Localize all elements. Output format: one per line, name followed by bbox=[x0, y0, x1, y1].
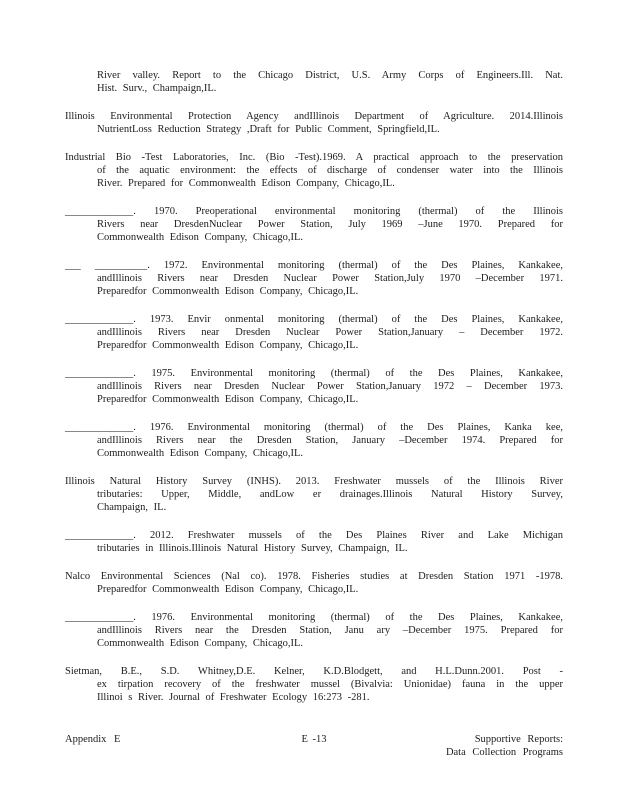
reference-line: Nalco Environmental Sciences (Nal co). 1978. Fisheries studies at Dresden Station 1971 -1978. bbox=[65, 571, 563, 582]
reference-entry bbox=[65, 69, 563, 95]
reference-entry bbox=[65, 205, 563, 244]
reference-line: andIllinois Rivers near Dresden Nuclear Power Station,July 1970 –December 1971. bbox=[97, 273, 563, 284]
reference-entry bbox=[65, 611, 563, 650]
reference-entry bbox=[65, 367, 563, 406]
reference-line: _____________. 1973. Envir onmental monitoring (thermal) of the Des Plaines, Kankakee, bbox=[65, 314, 563, 325]
reference-line: _____________. 1976. Environmental monitoring (thermal) of the Des Plaines, Kanka kee, bbox=[65, 422, 563, 433]
reference-line: _____________. 1975. Environmental monitoring (thermal) of the Des Plaines, Kankakee, bbox=[65, 368, 563, 379]
reference-line: Industrial Bio -Test Laboratories, Inc. (Bio -Test).1969. A practical approach to the preservation bbox=[65, 152, 563, 163]
footer-report-title-line2: Data Collection Programs bbox=[445, 747, 563, 758]
reference-line: _____________. 1976. Environmental monitoring (thermal) of the Des Plaines, Kankakee, bbox=[65, 612, 563, 623]
reference-line: _____________. 2012. Freshwater mussels of the Des Plaines River and Lake Michigan bbox=[65, 530, 563, 541]
reference-line: NutrientLoss Reduction Strategy ,Draft for Public Comment, Springfield,IL. bbox=[97, 124, 440, 135]
reference-entry bbox=[65, 529, 563, 555]
reference-entry bbox=[65, 259, 563, 298]
reference-line: Hist. Surv., Champaign,IL. bbox=[97, 83, 217, 94]
reference-line: tributaries in Illinois.Illinois Natural History Survey, Champaign, IL. bbox=[97, 543, 408, 554]
reference-line: andIllinois Rivers near the Dresden Station, Janu ary –December 1975. Prepared for bbox=[97, 625, 563, 636]
reference-entry bbox=[65, 421, 563, 460]
reference-line: Preparedfor Commonwealth Edison Company, Chicago,IL. bbox=[97, 286, 359, 297]
reference-line: ___ __________. 1972. Environmental monitoring (thermal) of the Des Plaines, Kankakee, bbox=[65, 260, 563, 271]
reference-line: andIllinois Rivers near Dresden Nuclear Power Station,January – December 1972. bbox=[97, 327, 563, 338]
reference-line: Illinois Natural History Survey (INHS). 2013. Freshwater mussels of the Illinois River bbox=[65, 476, 563, 487]
reference-entry bbox=[65, 665, 563, 704]
references-list bbox=[65, 69, 563, 719]
reference-entry bbox=[65, 570, 563, 596]
footer-page-number: E -13 bbox=[301, 734, 327, 745]
reference-line: River valley. Report to the Chicago District, U.S. Army Corps of Engineers.Ill. Nat. bbox=[97, 70, 563, 81]
reference-entry bbox=[65, 475, 563, 514]
reference-entry bbox=[65, 110, 563, 136]
footer-report-title-line1: Supportive Reports: bbox=[474, 734, 563, 745]
reference-line: tributaries: Upper, Middle, andLow er drainages.Illinois Natural History Survey, bbox=[97, 489, 563, 500]
reference-line: Sietman, B.E., S.D. Whitney,D.E. Kelner, K.D.Blodgett, and H.L.Dunn.2001. Post - bbox=[65, 666, 563, 677]
reference-line: Illinois Environmental Protection Agency andIllinois Department of Agriculture. 2014.Illinois bbox=[65, 111, 563, 122]
reference-line: Commonwealth Edison Company, Chicago,IL. bbox=[97, 638, 304, 649]
reference-line: Preparedfor Commonwealth Edison Company, Chicago,IL. bbox=[97, 340, 359, 351]
reference-line: of the aquatic environment: the effects of discharge of condenser water into the Illinois bbox=[97, 165, 563, 176]
reference-line: Champaign, IL. bbox=[97, 502, 167, 513]
reference-line: Commonwealth Edison Company, Chicago,IL. bbox=[97, 448, 304, 459]
reference-line: Preparedfor Commonwealth Edison Company, Chicago,IL. bbox=[97, 584, 359, 595]
reference-line: Rivers near DresdenNuclear Power Station, July 1969 –June 1970. Prepared for bbox=[97, 219, 563, 230]
reference-entry bbox=[65, 151, 563, 190]
reference-line: ex tirpation recovery of the freshwater mussel (Bivalvia: Unionidae) fauna in the upper bbox=[97, 679, 563, 690]
footer-report-title bbox=[446, 733, 563, 759]
reference-line: _____________. 1970. Preoperational environmental monitoring (thermal) of the Illinois bbox=[65, 206, 563, 217]
reference-line: andIllinois Rivers near the Dresden Station, January –December 1974. Prepared for bbox=[97, 435, 563, 446]
reference-entry bbox=[65, 313, 563, 352]
reference-line: Commonwealth Edison Company, Chicago,IL. bbox=[97, 232, 304, 243]
reference-line: Preparedfor Commonwealth Edison Company, Chicago,IL. bbox=[97, 394, 359, 405]
reference-line: Illinoi s River. Journal of Freshwater Ecology 16:273 -281. bbox=[97, 692, 370, 703]
reference-line: River. Prepared for Commonwealth Edison Company, Chicago,IL. bbox=[97, 178, 395, 189]
reference-line: andIllinois Rivers near Dresden Nuclear Power Station,January 1972 – December 1973. bbox=[97, 381, 563, 392]
footer-appendix-label: Appendix E bbox=[65, 734, 121, 745]
